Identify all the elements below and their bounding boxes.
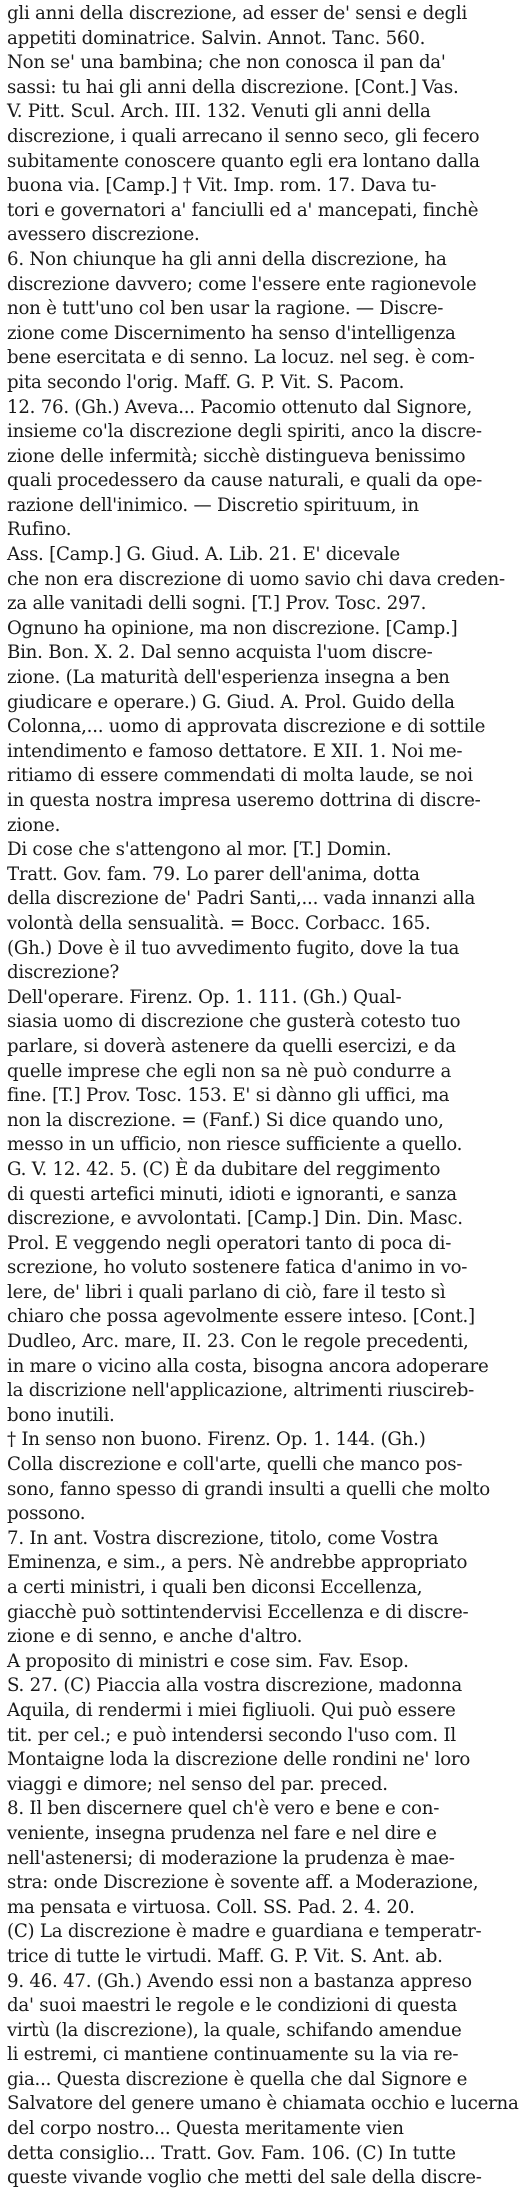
text-line: Bin. Bon. X. 2. Dal senno acquista l'uom discre- (7, 642, 433, 664)
text-line: discrezione, e avvolontati. [Camp.] Din. Din. Masc. (7, 1208, 463, 1230)
text-line: sassi: tu hai gli anni della discrezione. [Cont.] Vas. (7, 76, 459, 98)
text-line: a certi ministri, i quali ben diconsi Eccellenza, (7, 1577, 423, 1598)
text-line: V. Pitt. Scul. Arch. III. 132. Venuti gli anni della (7, 101, 431, 123)
text-line: (C) La discrezione è madre e guardiana e temperatr- (7, 1921, 482, 1943)
text-line: gia... Questa discrezione è quella che dal Signore e (7, 2068, 468, 2090)
text-line: 12. 76. (Gh.) Aveva... Pacomio ottenuto dal Signore, (7, 396, 472, 418)
text-line: 8. Il ben discernere quel ch'è vero e bene e con- (7, 1798, 440, 1820)
text-line: lere, de' libri i quali parlano di ciò, fare il testo sì (7, 1281, 446, 1303)
text-line: Tratt. Gov. fam. 79. Lo parer dell'anima, dotta (7, 863, 420, 885)
text-line: stra: onde Discrezione è sovente aff. a Moderazione, (7, 1872, 479, 1894)
text-line: zione delle infermità; sicchè distingueva benissimo (7, 445, 466, 467)
text-line: pita secondo l'orig. Maff. G. P. Vit. S. Pacom. (7, 371, 405, 393)
text-line: † In senso non buono. Firenz. Op. 1. 144. (Gh.) (7, 1429, 426, 1451)
text-line: S. 27. (C) Piaccia alla vostra discrezione, madonna (7, 1675, 462, 1697)
text-line: Salvatore del genere umano è chiamata occhio e lucerna (7, 2093, 519, 2115)
text-line: che non era discrezione di uomo savio chi dava creden- (7, 568, 505, 590)
text-line: non è tutt'uno col ben usar la ragione. — Discre- (7, 298, 444, 320)
text-line: del corpo nostro... Questa meritamente vien (7, 2118, 404, 2140)
text-line: zione come Discernimento ha senso d'intelligenza (7, 322, 456, 344)
text-line: Colla discrezione e coll'arte, quelli che manco pos- (7, 1454, 463, 1476)
text-line: Ass. [Camp.] G. Giud. A. Lib. 21. E' dicevale (7, 544, 400, 566)
text-line: quelle imprese che egli non sa nè può condurre a (7, 1060, 452, 1082)
text-line: Prol. E veggendo negli operatori tanto di poca di- (7, 1232, 452, 1254)
text-line: fine. [T.] Prov. Tosc. 153. E' si dànno gli uffici, ma (7, 1085, 450, 1107)
text-line: tit. per cel.; e può intendersi secondo l'uso com. Il (7, 1724, 456, 1746)
text-line: ma pensata e virtuosa. Coll. SS. Pad. 2. 4. 20. (7, 1896, 415, 1918)
text-line: screzione, ho voluto sostenere fatica d'animo in vo- (7, 1257, 468, 1279)
text-line: G. V. 12. 42. 5. (C) È da dubitare del reggimento (7, 1158, 441, 1180)
text-line: intendimento e famoso dettatore. E XII. 1. Noi me- (7, 740, 463, 762)
text-line: siasia uomo di discrezione che gusterà cotesto tuo (7, 1011, 461, 1033)
text-line: 6. Non chiunque ha gli anni della discrezione, ha (7, 248, 447, 270)
text-line: insieme co'la discrezione degli spiriti, anco la discre- (7, 421, 482, 443)
text-line: discrezione davvero; come l'essere ente ragionevole (7, 273, 477, 295)
text-line: veniente, insegna prudenza nel fare e nel dire e (7, 1822, 437, 1844)
text-line: parlare, si doverà astenere da quelli esercizi, e da (7, 1035, 456, 1057)
text-line: A proposito di ministri e cose sim. Fav. Esop. (7, 1650, 409, 1672)
text-line: Montaigne loda la discrezione delle rondini ne' loro (7, 1749, 471, 1771)
text-line: za alle vanitadi delli sogni. [T.] Prov. Tosc. 297. (7, 593, 427, 615)
text-line: 9. 46. 47. (Gh.) Avendo essi non a bastanza appreso (7, 1970, 472, 1992)
text-line: zione. (La maturità dell'esperienza insegna a ben (7, 667, 450, 689)
text-line: Rufino. (7, 519, 72, 541)
text-line: in mare o vicino alla costa, bisogna ancora adoperare (7, 1355, 489, 1377)
text-line: viaggi e dimore; nel senso del par. preced. (7, 1773, 388, 1795)
text-line: nell'astenersi; di moderazione la prudenza è mae- (7, 1847, 455, 1869)
text-line: trice di tutte le virtudi. Maff. G. P. Vit. S. Ant. ab. (7, 1945, 443, 1967)
text-line: buona via. [Camp.] † Vit. Imp. rom. 17. Dava tu- (7, 175, 437, 197)
text-line: queste vivande voglio che metti del sale della discre- (7, 2167, 482, 2189)
text-line: gli anni della discrezione, ad esser de' sensi e degli (7, 3, 468, 24)
text-line: Ognuno ha opinione, ma non discrezione. [Camp.] (7, 617, 458, 639)
text-line: Aquila, di rendermi i miei figliuoli. Qui può essere (7, 1699, 456, 1721)
text-line: da' suoi maestri le regole e le condizioni di questa (7, 1995, 458, 2017)
text-line: Dudleo, Arc. mare, II. 23. Con le regole precedenti, (7, 1331, 469, 1353)
text-line: detta consiglio... Tratt. Gov. Fam. 106. (C) In tutte (7, 2142, 456, 2164)
text-line: Dell'operare. Firenz. Op. 1. 111. (Gh.) Qual- (7, 986, 402, 1008)
text-line: sono, fanno spesso di grandi insulti a quelli che molto (7, 1478, 490, 1500)
text-line: quali procedessero da cause naturali, e quali da ope- (7, 470, 482, 492)
text-line: subitamente conoscere quanto egli era lontano dalla (7, 150, 480, 172)
text-line: tori e governatori a' fanciulli ed a' mancepati, finchè (7, 199, 479, 221)
text-line: la discrizione nell'applicazione, altrimenti riuscireb- (7, 1380, 474, 1402)
text-line: Di cose che s'attengono al mor. [T.] Domin. (7, 839, 392, 861)
text-line: bene esercitata e di senno. La locuz. nel seg. è com- (7, 347, 475, 369)
text-line: 7. In ant. Vostra discrezione, titolo, come Vostra (7, 1527, 439, 1549)
text-line: virtù (la discrezione), la quale, schifando amendue (7, 2019, 462, 2041)
text-line: possono. (7, 1503, 86, 1525)
text-line: Colonna,... uomo di approvata discrezione e di sottile (7, 716, 486, 738)
text-line: della discrezione de' Padri Santi,... vada innanzi alla (7, 888, 476, 910)
text-line: giudicare e operare.) G. Giud. A. Prol. Guido della (7, 691, 455, 713)
text-line: avessero discrezione. (7, 224, 200, 246)
text-line: Non se' una bambina; che non conosca il pan da' (7, 52, 446, 74)
text-line: li estremi, ci mantiene continuamente su la via re- (7, 2044, 459, 2066)
text-line: appetiti dominatrice. Salvin. Annot. Tanc. 560. (7, 27, 426, 49)
text-line: (Gh.) Dove è il tuo avvedimento fugito, dove la tua (7, 937, 460, 959)
text-line: volontà della sensualità. = Bocc. Corbacc. 165. (7, 912, 431, 934)
text-line: discrezione, i quali arrecano il senno seco, gli fecero (7, 125, 480, 147)
text-line: chiaro che possa agevolmente essere inteso. [Cont.] (7, 1306, 475, 1328)
text-line: Eminenza, e sim., a pers. Nè andrebbe appropriato (7, 1552, 468, 1574)
text-line: giacchè può sottintendervisi Eccellenza e di discre- (7, 1601, 469, 1623)
text-line: zione. (7, 814, 61, 836)
text-line: non la discrezione. = (Fanf.) Si dice quando uno, (7, 1109, 444, 1131)
text-line: ritiamo di essere commendati di molta laude, se noi (7, 765, 473, 787)
text-line: razione dell'inimico. — Discretio spirituum, in (7, 494, 419, 516)
text-line: in questa nostra impresa useremo dottrina di discre- (7, 790, 481, 811)
text-line: bono inutili. (7, 1404, 115, 1426)
text-line: zione e di senno, e anche d'altro. (7, 1626, 303, 1648)
text-line: discrezione? (7, 962, 120, 984)
text-line: di questi artefici minuti, idioti e ignoranti, e sanza (7, 1183, 457, 1205)
text-line: messo in un ufficio, non riesce sufficiente a quello. (7, 1134, 463, 1156)
